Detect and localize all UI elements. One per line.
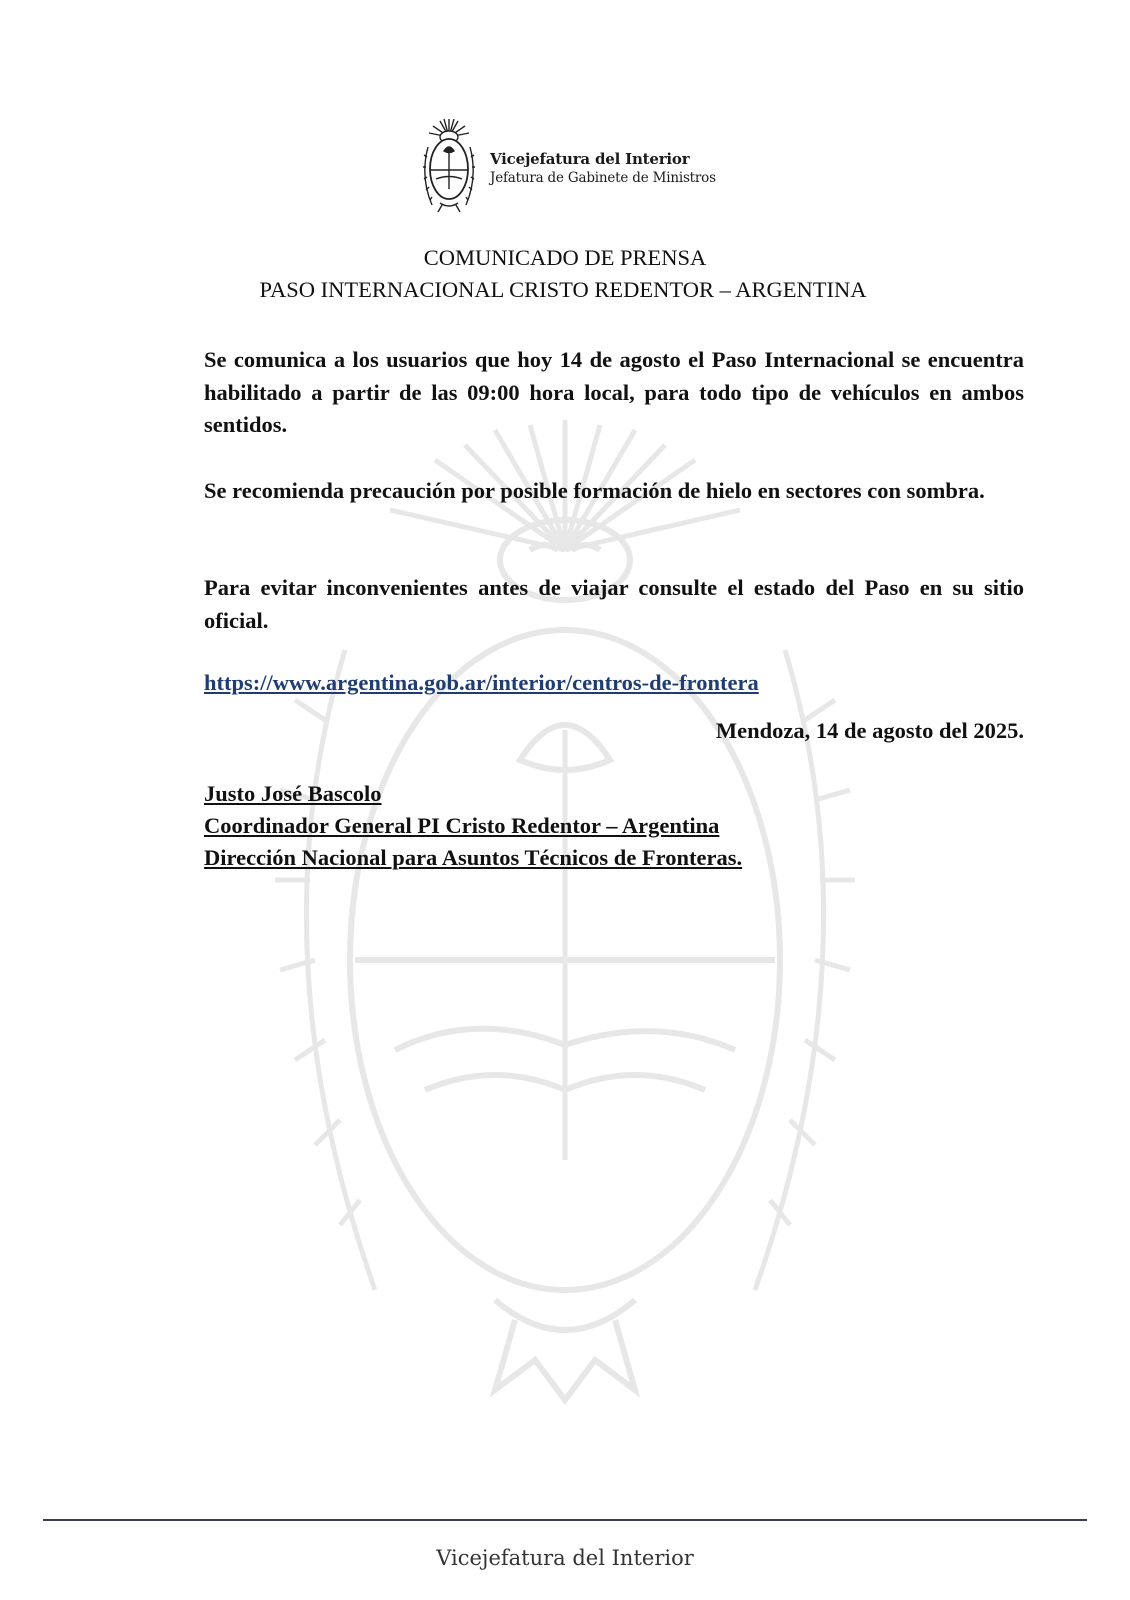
- document-subtitle: PASO INTERNACIONAL CRISTO REDENTOR – ARGENTINA: [259, 277, 867, 302]
- signatory-name: Justo José Bascolo: [204, 781, 382, 806]
- org-name: Vicejefatura del Interior: [490, 150, 690, 168]
- document-title: COMUNICADO DE PRENSA: [423, 245, 707, 270]
- paragraph-advice: Para evitar inconvenientes antes de viajar consulte el estado del Paso en su sitio oficial.: [204, 575, 1024, 633]
- signatory-office: Dirección Nacional para Asuntos Técnicos de Fronteras.: [204, 845, 743, 870]
- footer-divider: [43, 1519, 1087, 1521]
- paragraph-status: Se comunica a los usuarios que hoy 14 de agosto el Paso Internacional se encuentra habilitado a partir de las 09:00 hora local, para todo tipo de vehículos en ambos sentidos.: [204, 347, 1024, 437]
- watermark-coat-of-arms-icon: [245, 400, 885, 1410]
- org-subtitle: Jefatura de Gabinete de Ministros: [490, 170, 716, 186]
- place-date: Mendoza, 14 de agosto del 2025.: [715, 718, 1024, 743]
- paragraph-caution: Se recomienda precaución por posible formación de hielo en sectores con sombra.: [204, 478, 985, 503]
- argentina-coat-of-arms-icon: [422, 117, 476, 213]
- letterhead: [422, 117, 742, 213]
- official-site-link[interactable]: https://www.argentina.gob.ar/interior/centros-de-frontera: [204, 670, 759, 695]
- footer-text: Vicejefatura del Interior: [436, 1546, 694, 1570]
- signatory-role: Coordinador General PI Cristo Redentor – Argentina: [204, 813, 720, 838]
